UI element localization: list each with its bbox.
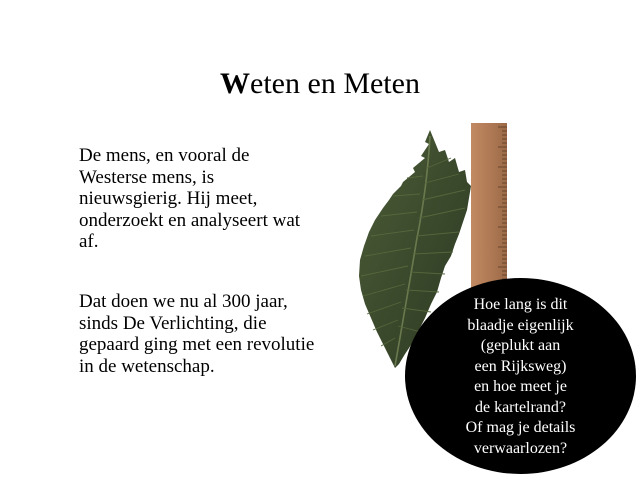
- title-first-letter: W: [220, 67, 251, 100]
- paragraph-1: De mens, en vooral de Westerse mens, is nieuwsgierig. Hij meet, onderzoekt en analyseert wat af.: [79, 145, 301, 252]
- title-rest: eten en Meten: [250, 67, 420, 100]
- paragraph-2: Dat doen we nu al 300 jaar, sinds De Verlichting, die gepaard ging met een revolutie in de wetenschap.: [79, 291, 315, 377]
- slide-title: [0, 66, 640, 102]
- question-bubble: [405, 278, 636, 474]
- bubble-text: Hoe lang is dit blaadje eigenlijk (geplukt aan een Rijksweg) en hoe meet je de kartelrand? Of mag je details verwaarlozen?: [465, 296, 576, 457]
